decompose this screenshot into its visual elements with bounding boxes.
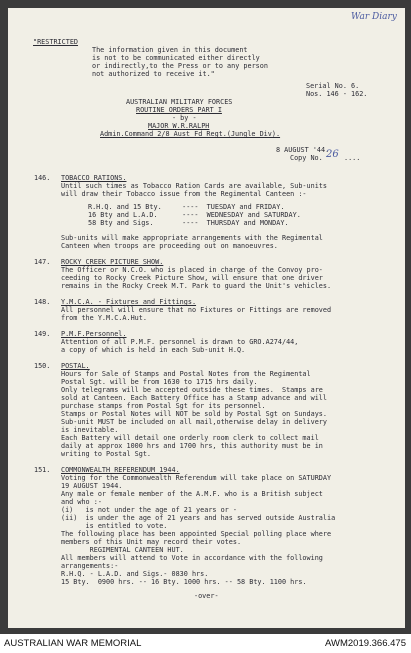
item-147-title: ROCKY CREEK PICTURE SHOW. bbox=[61, 258, 164, 266]
notice-line-4: not authorized to receive it." bbox=[92, 70, 215, 78]
item-151-line: and who :- bbox=[61, 498, 102, 506]
item-151-line: Voting for the Commonwealth Referendum will take place on SATURDAY bbox=[61, 474, 332, 482]
item-number-149: 149. bbox=[34, 330, 51, 338]
item-148-line: from the Y.M.C.A.Hut. bbox=[61, 314, 147, 322]
item-151-line: R.H.Q. - L.A.D. and Sigs.- 0830 hrs. bbox=[61, 570, 209, 578]
item-147-line: remains in the Rocky Creek M.T. Park to guard the Unit's vehicles. bbox=[61, 282, 332, 290]
item-151-line: is entitled to vote. bbox=[61, 522, 168, 530]
item-150-line: writing to Postal Sgt. bbox=[61, 450, 152, 458]
item-146-title: TOBACCO RATIONS. bbox=[61, 174, 127, 182]
item-150-line: daily at approx 1000 hrs and 1700 hrs, this authority must be in bbox=[61, 442, 323, 450]
footer-accession-number: AWM2019.366.475 bbox=[325, 638, 406, 649]
notice-line-2: is not to be communicated either directly bbox=[92, 54, 260, 62]
major-name: MAJOR W.R.RALPH bbox=[148, 122, 210, 130]
force-heading: AUSTRALIAN MILITARY FORCES bbox=[126, 98, 233, 106]
item-number-150: 150. bbox=[34, 362, 51, 370]
item-151-line: arrangements:- bbox=[61, 562, 119, 570]
copy-number-handwritten: 26 bbox=[326, 149, 339, 160]
by-line: - by - bbox=[172, 114, 197, 122]
item-146-line: Sub-units will make appropriate arrangements with the Regimental bbox=[61, 234, 323, 242]
item-148-title: Y.M.C.A. - Fixtures and Fittings. bbox=[61, 298, 197, 306]
item-151-title: COMMONWEALTH REFERENDUM 1944. bbox=[61, 466, 180, 474]
footer-institution: AUSTRALIAN WAR MEMORIAL bbox=[4, 638, 142, 649]
item-146-roster-row: R.H.Q. and 15 Bty. ---- TUESDAY and FRIDAY. bbox=[88, 203, 285, 211]
item-151-line: 19 AUGUST 1944. bbox=[61, 482, 123, 490]
notice-line-3: or indirectly,to the Press or to any person bbox=[92, 62, 268, 70]
item-150-line: sold at Canteen. Each Battery Office has a Stamp advance and will bbox=[61, 394, 327, 402]
item-149-title: P.M.F.Personnel. bbox=[61, 330, 127, 338]
item-151-line: members of this Unit may record their votes. bbox=[61, 538, 242, 546]
restricted-stamp: "RESTRICTED bbox=[33, 38, 79, 46]
item-150-line: is inevitable. bbox=[61, 426, 119, 434]
item-150-line: purchase stamps from Postal Sgt for its personnel. bbox=[61, 402, 266, 410]
item-147-line: The Officer or N.C.O. who is placed in charge of the Convoy pro- bbox=[61, 266, 323, 274]
document-page bbox=[8, 8, 405, 628]
handwritten-war-diary: War Diary bbox=[351, 12, 397, 22]
item-146-line: Until such times as Tobacco Ration Cards are available, Sub-units bbox=[61, 182, 327, 190]
item-number-147: 147. bbox=[34, 258, 51, 266]
item-151-line: 15 Bty. 0900 hrs. -- 16 Bty. 1000 hrs. -- 58 Bty. 1100 hrs. bbox=[61, 578, 307, 586]
document-date: 8 AUGUST '44. bbox=[276, 146, 330, 154]
item-146-roster-row: 16 Bty and L.A.D. ---- WEDNESDAY and SATURDAY. bbox=[88, 211, 301, 219]
serial-number: Serial No. 6. bbox=[306, 82, 360, 90]
item-151-line: Any male or female member of the A.M.F. who is a British subject bbox=[61, 490, 323, 498]
item-146-line: Canteen when troops are proceeding out on manoeuvres. bbox=[61, 242, 278, 250]
over-marker: -over- bbox=[194, 592, 219, 600]
item-150-title: POSTAL. bbox=[61, 362, 90, 370]
copy-label: Copy No. bbox=[290, 154, 323, 162]
archive-footer bbox=[0, 634, 411, 653]
item-number-148: 148. bbox=[34, 298, 51, 306]
order-numbers: Nos. 146 - 162. bbox=[306, 90, 368, 98]
item-151-line: REGIMENTAL CANTEEN HUT. bbox=[61, 546, 184, 554]
item-150-line: Stamps or Postal Notes will NOT be sold by Postal Sgt on Sundays. bbox=[61, 410, 327, 418]
item-150-line: Hours for Sale of Stamps and Postal Notes from the Regimental bbox=[61, 370, 311, 378]
item-150-line: Only telegrams will be accepted outside these times. Stamps are bbox=[61, 386, 323, 394]
item-149-line: a copy of which is held in each Sub-unit H.Q. bbox=[61, 346, 246, 354]
item-150-line: Each Battery will detail one orderly room clerk to collect mail bbox=[61, 434, 319, 442]
notice-line-1: The information given in this document bbox=[92, 46, 248, 54]
item-150-line: Sub-unit MUST be included on all mail,otherwise delay in delivery bbox=[61, 418, 327, 426]
item-151-line: The following place has been appointed Special polling place where bbox=[61, 530, 332, 538]
copy-dots: .... bbox=[344, 154, 361, 162]
item-number-146: 146. bbox=[34, 174, 51, 182]
admin-command: Admin.Command 2/8 Aust Fd Regt.(Jungle Div). bbox=[100, 130, 281, 138]
item-149-line: Attention of all P.M.F. personnel is drawn to GRO.A274/44, bbox=[61, 338, 299, 346]
item-151-line: (ii) is under the age of 21 years and has served outside Australia bbox=[61, 514, 336, 522]
item-150-line: Postal Sgt. will be from 1630 to 1715 hrs daily. bbox=[61, 378, 258, 386]
orders-heading: ROUTINE ORDERS PART I bbox=[136, 106, 222, 114]
item-146-roster-row: 58 Bty and Sigs. ---- THURSDAY and MONDAY. bbox=[88, 219, 289, 227]
item-151-line: All members will attend to Vote in accordance with the following bbox=[61, 554, 323, 562]
item-148-line: All personnel will ensure that no Fixtures or Fittings are removed bbox=[61, 306, 332, 314]
item-146-line: will draw their Tobacco issue from the Regimental Canteen :- bbox=[61, 190, 307, 198]
item-151-line: (i) is not under the age of 21 years or - bbox=[61, 506, 237, 514]
item-147-line: ceeding to Rocky Creek Picture Show, will ensure that one driver bbox=[61, 274, 323, 282]
item-number-151: 151. bbox=[34, 466, 51, 474]
